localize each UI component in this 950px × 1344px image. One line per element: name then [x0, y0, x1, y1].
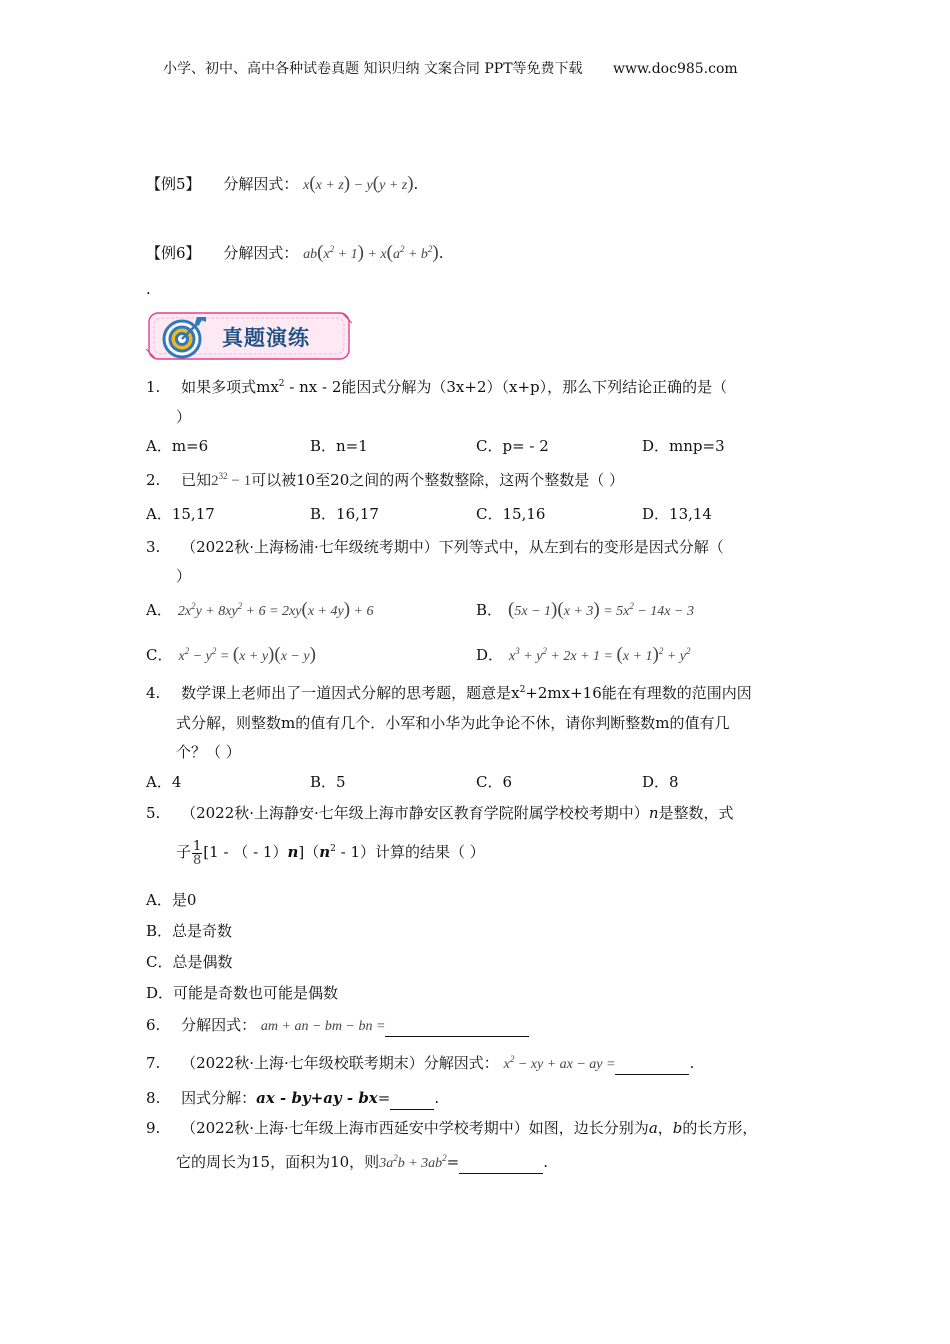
option-5a[interactable]: A．是0 [146, 891, 197, 909]
option-1b[interactable]: B．n=1 [310, 437, 368, 455]
question-1: 1. 如果多项式$mx^2$ - nx - 2能因式分解为（3x+2）（x+p），那么下列结论正确的是（ [146, 378, 728, 396]
option-1d[interactable]: D．mnp=3 [642, 437, 725, 455]
option-2b[interactable]: B．16,17 [310, 505, 379, 523]
option-5d[interactable]: D．可能是奇数也可能是偶数 [146, 984, 339, 1002]
question-4-line-3: 个？（ ） [176, 743, 241, 761]
option-5c[interactable]: C．总是偶数 [146, 953, 233, 971]
example-6-expression: $ab(x^2 + 1) + x(a^2 + b^2)$ [303, 242, 439, 263]
option-4d[interactable]: D．8 [642, 773, 679, 791]
header-url[interactable]: www.doc985.com [612, 61, 738, 77]
answer-blank[interactable] [390, 1091, 434, 1110]
example-prompt: 分解因式： [223, 175, 299, 193]
question-7-expression: $x^2$ − xy + ax − ay = [503, 1054, 616, 1072]
page-header [163, 58, 738, 78]
example-label: 【例5】 [146, 175, 201, 193]
example-6: 【例6】 分解因式： $ab(x^2 + 1) + x(a^2 + b^2)$. [146, 242, 444, 263]
question-7: 7. （2022秋·上海·七年级校联考期末）分解因式： $x^2$ − xy + ax − ay = . [146, 1052, 694, 1075]
option-2d[interactable]: D．13,14 [642, 505, 712, 523]
question-2: 2. 已知$2^{32} - 1$可以被10至20之间的两个整数整除，这两个整数是（ ） [146, 471, 625, 489]
option-4c[interactable]: C．6 [476, 773, 513, 791]
section-banner [146, 309, 352, 363]
question-5-line-2: 子 $\frac{1}{8}$ [1 - （ - $1)n](n^2 - 1)$计算的结果（ ） [176, 838, 485, 868]
question-1-text: 如果多项式$mx^2$ - nx - 2能因式分解为（3x+2）（x+p），那么下列结论正确的是（ [181, 378, 728, 396]
question-6-expression: am + an − bm − bn = [260, 1019, 386, 1034]
option-3d[interactable]: D． $x^3 + y^2 + 2x + 1 = (x + 1)^2 + y^2$ [476, 644, 691, 665]
example-5-expression: x(x + z) − y(y + z) [303, 173, 414, 194]
section-title: 真题演练 [222, 326, 310, 350]
question-5: 5. （2022秋·上海静安·七年级上海市静安区教育学院附属学校校考期中）n是整数，式 [146, 804, 734, 822]
question-9-line-2: 它的周长为15，面积为10，则$3a^2b + 3ab^2=$ . [176, 1151, 548, 1174]
option-2a[interactable]: A．15,17 [146, 505, 215, 523]
header-text: 小学、初中、高中各种试卷真题 知识归纳 文案合同 PPT等免费下载 [163, 61, 583, 77]
target-icon [160, 314, 208, 360]
stray-dot: . [146, 280, 151, 298]
question-6: 6. 分解因式： am + an − bm − bn = [146, 1014, 529, 1037]
question-9-expression: $3a^2b + 3ab^2$ [379, 1153, 447, 1171]
question-9: 9. （2022秋·上海·七年级上海市西延安中学校考期中）如图，边长分别为a，b的长方形， [146, 1119, 758, 1137]
question-4-line-2: 式分解，则整数m的值有几个．小军和小华为此争论不休，请你判断整数m的值有几 [176, 714, 730, 732]
option-4a[interactable]: A．4 [146, 773, 182, 791]
option-5b[interactable]: B．总是奇数 [146, 922, 233, 940]
question-4: 4. 数学课上老师出了一道因式分解的思考题，题意是$x^2+2mx+16$能在有理数的范围内因 [146, 684, 752, 702]
option-3b[interactable]: B． $(5x - 1)(x + 3) = 5x^2 - 14x - 3$ [476, 599, 694, 620]
fraction: $\frac{1}{8}$ [193, 838, 202, 868]
option-2c[interactable]: C．15,16 [476, 505, 546, 523]
option-3a[interactable]: A． $2x^2y + 8xy^2 + 6 = 2xy(x + 4y) + 6$ [146, 599, 374, 620]
question-1-text-end: ） [176, 408, 192, 426]
option-1c[interactable]: C．p= - 2 [476, 437, 549, 455]
question-3: 3. （2022秋·上海杨浦·七年级统考期中）下列等式中，从左到右的变形是因式分解（ [146, 538, 724, 556]
example-prompt: 分解因式： [223, 244, 299, 262]
question-2-expression: $2^{32} - 1$ [211, 471, 252, 489]
answer-blank[interactable] [615, 1056, 689, 1075]
answer-blank[interactable] [459, 1155, 543, 1174]
example-label: 【例6】 [146, 244, 201, 262]
question-3-text-end: ） [176, 567, 192, 585]
answer-blank[interactable] [385, 1018, 529, 1037]
question-8: 8. 因式分解：ax - by+ay - bx= . [146, 1087, 439, 1110]
question-8-expression: ax - by+ay - bx [256, 1089, 378, 1107]
option-1a[interactable]: A．m=6 [146, 437, 209, 455]
example-5: 【例5】 分解因式： x(x + z) − y(y + z). [146, 173, 419, 194]
option-3c[interactable]: C． $x^2 - y^2 = (x + y)(x - y)$ [146, 644, 316, 665]
option-4b[interactable]: B．5 [310, 773, 346, 791]
